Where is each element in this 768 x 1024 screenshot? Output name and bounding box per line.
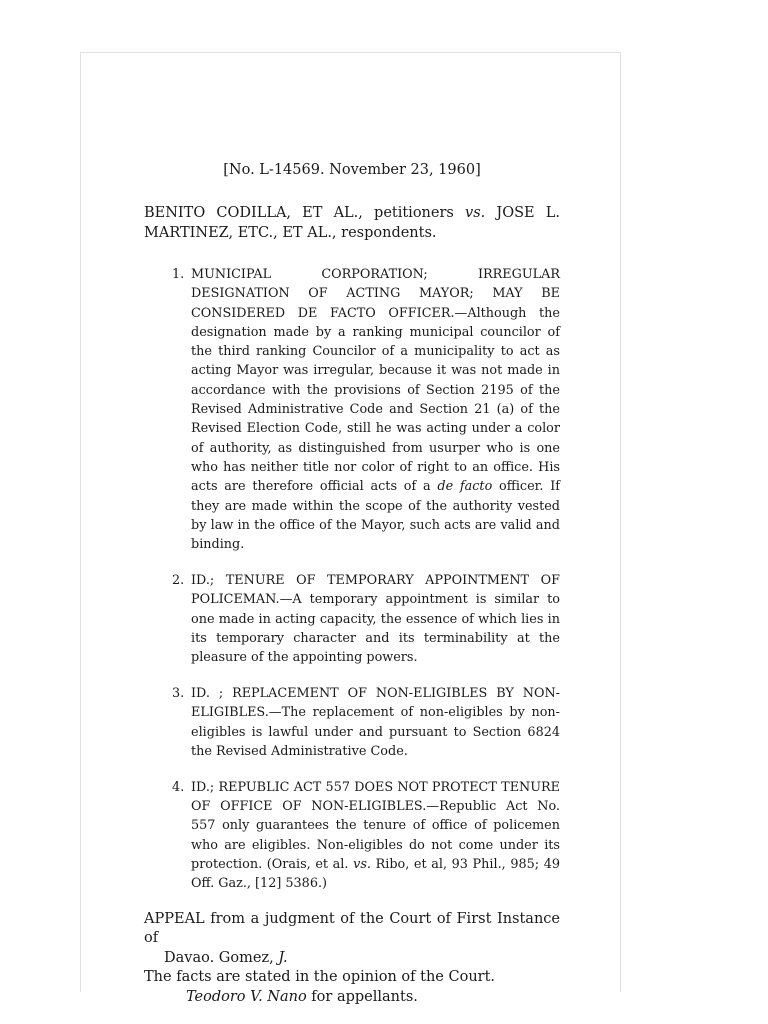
syllabus-number: 2. <box>172 572 185 588</box>
syllabus-italic: vs. <box>353 856 371 872</box>
counsel-name: Teodoro V. Nano <box>186 988 307 1005</box>
case-parties <box>144 204 560 243</box>
syllabus-item <box>144 684 560 761</box>
document-page <box>80 52 621 1005</box>
appeal-court: Davao. Gomez, <box>164 949 279 966</box>
appeal-line-2 <box>144 949 560 969</box>
appeal-statement <box>144 910 560 969</box>
syllabus-list <box>144 265 560 893</box>
syllabus-item <box>144 265 560 554</box>
case-number: [No. L-14569. November 23, 1960] <box>223 162 481 178</box>
syllabus-number: 4. <box>172 779 185 795</box>
facts-statement: The facts are stated in the opinion of the Court. <box>144 969 496 986</box>
syllabus-text: officer. If they are made within the scope of the authority vested by law in the office of the Mayor, such acts are valid and binding. <box>191 479 560 553</box>
counsel-role: for appellants. <box>306 988 418 1005</box>
syllabus-number: 1. <box>172 267 185 282</box>
syllabus-text: MUNICIPAL CORPORATION; IRREGULAR DESIGNATION OF ACTING MAYOR; MAY BE CONSIDERED DE FACTO OFFICER.—Although the designation made by a ranking municipal councilor of the third ranking Councilor of a municipality to act as acting Mayor was irregular, because it was not made in accordance with the provisions of Section 2195 of the Revised Administrative Code and Section 21 (a) of the Revised Election Code, still he was acting under a color of authority, as distinguished from usurper who is one who has neither title nor color of right to an office. His acts are therefore official acts of a <box>191 267 560 495</box>
syllabus-text: ID. ; REPLACEMENT OF NON-ELIGIBLES BY NON-ELIGIBLES.—The replacement of non-eligibles by non-eligibles is lawful under and pursuant to Section 6824 the Revised Administrative Code. <box>191 685 560 759</box>
syllabus-text: ID.; REPUBLIC ACT 557 DOES NOT PROTECT TENURE OF OFFICE OF NON-ELIGIBLES.—Republic Act No. 557 only guarantees the tenure of office of policemen who are eligibles. Non-eligibles do not come under its protection. (Orais, et al. <box>191 779 560 872</box>
syllabus-italic: de facto <box>437 479 493 495</box>
syllabus-text: ID.; TENURE OF TEMPORARY APPOINTMENT OF POLICEMAN.—A temporary appointment is similar to one made in acting capacity, the essence of which lies in its temporary character and its terminability at the pleasure of the appointing powers. <box>191 572 560 666</box>
respondents: JOSE L. MARTINEZ, ETC., ET AL., respondents. <box>144 205 561 241</box>
document-content <box>144 161 560 1007</box>
syllabus-number: 3. <box>172 685 185 701</box>
syllabus-item <box>144 778 560 894</box>
petitioners: BENITO CODILLA, ET AL., petitioners <box>144 205 454 221</box>
versus: vs. <box>465 205 486 221</box>
syllabus-text: Ribo, et al, 93 Phil., 985; 49 Off. Gaz., [12] 5386.) <box>191 856 560 892</box>
appeal-judge: J. <box>278 949 288 966</box>
counsel-line <box>144 988 560 1008</box>
syllabus-item <box>144 571 560 667</box>
appeal-line-1: APPEAL from a judgment of the Court of First Instance of <box>144 910 560 947</box>
